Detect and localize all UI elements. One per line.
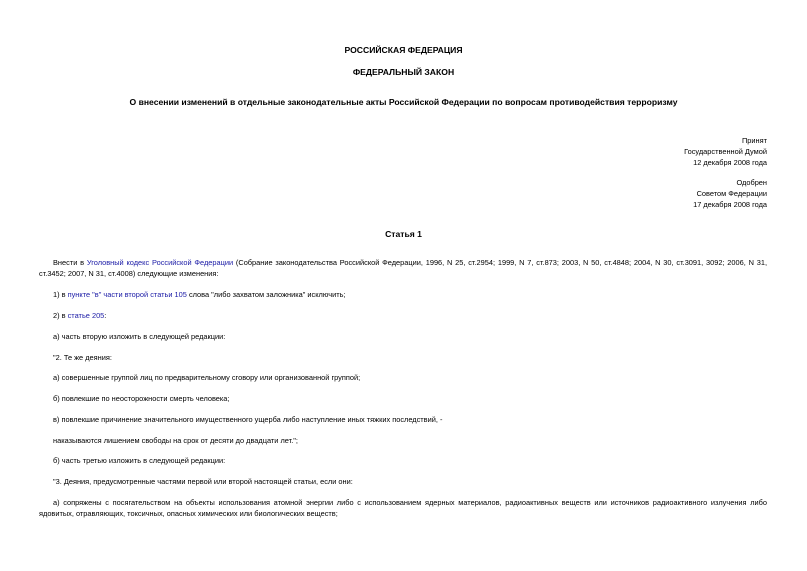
- item1-post: слова "либо захватом заложника" исключить;: [186, 290, 346, 299]
- article-205-link[interactable]: статье 205: [67, 311, 105, 320]
- line-b: б) повлекшие по неосторожности смерть человека;: [53, 394, 230, 403]
- doc-type-heading: ФЕДЕРАЛЬНЫЙ ЗАКОН: [352, 67, 455, 77]
- approved-label: Одобрен: [736, 178, 767, 187]
- item2-post: :: [104, 311, 107, 320]
- accepted-by: Государственной Думой: [684, 147, 767, 156]
- item1-pre: 1) в: [53, 290, 68, 299]
- accepted-block: [684, 135, 767, 168]
- line-v: в) повлекшие причинение значительного имущественного ущерба либо наступление иных тяжких последствий, -: [53, 415, 443, 424]
- accepted-date: 12 декабря 2008 года: [693, 158, 767, 167]
- criminal-code-link[interactable]: Уголовный кодекс Российской Федерации: [86, 258, 234, 267]
- line-punish: наказываются лишением свободы на срок от десяти до двадцати лет.";: [53, 436, 298, 445]
- article-title: Статья 1: [385, 229, 422, 239]
- law-title: О внесении изменений в отдельные законодательные акты Российской Федерации по вопросам противодействия терроризму: [129, 97, 678, 107]
- approved-date: 17 декабря 2008 года: [693, 200, 767, 209]
- line-2: "2. Те же деяния:: [53, 353, 112, 362]
- accepted-label: Принят: [741, 136, 767, 145]
- line-last: а) сопряжены с посягательством на объекты использования атомной энергии либо с использованием ядерных материалов, радиоактивных веществ или источников радиоактивного излучения либо ядовитых, отравляющих, токсичных, опасных химических или биологических веществ;: [39, 498, 767, 518]
- item-2: [39, 311, 767, 322]
- line-3: "3. Деяния, предусмотренные частями первой или второй настоящей статьи, если они:: [53, 477, 353, 486]
- intro-pre: Внести в: [53, 258, 87, 267]
- intro-post: (Собрание законодательства Российской Федерации, 1996, N 25, ст.2954; 1999, N 7, ст.873; 2003, N 50, ст.4848; 2004, N 30, ст.3091, 3092; 2006, N 31, ст.3452; 2007, N 31, ст.4008) следующие изменения:: [39, 258, 767, 278]
- approved-block: [693, 177, 767, 210]
- article-105-link[interactable]: пункте "в" части второй статьи 105: [67, 290, 187, 299]
- line-a2: а) совершенные группой лиц по предварительному сговору или организованной группой;: [53, 373, 361, 382]
- item2-pre: 2) в: [53, 311, 68, 320]
- line-a: а) часть вторую изложить в следующей редакции:: [53, 332, 226, 341]
- article-intro: [39, 258, 767, 279]
- line-b2: б) часть третью изложить в следующей редакции:: [53, 456, 226, 465]
- item-1: [39, 290, 767, 301]
- country-heading: РОССИЙСКАЯ ФЕДЕРАЦИЯ: [344, 45, 463, 55]
- approved-by: Советом Федерации: [696, 189, 767, 198]
